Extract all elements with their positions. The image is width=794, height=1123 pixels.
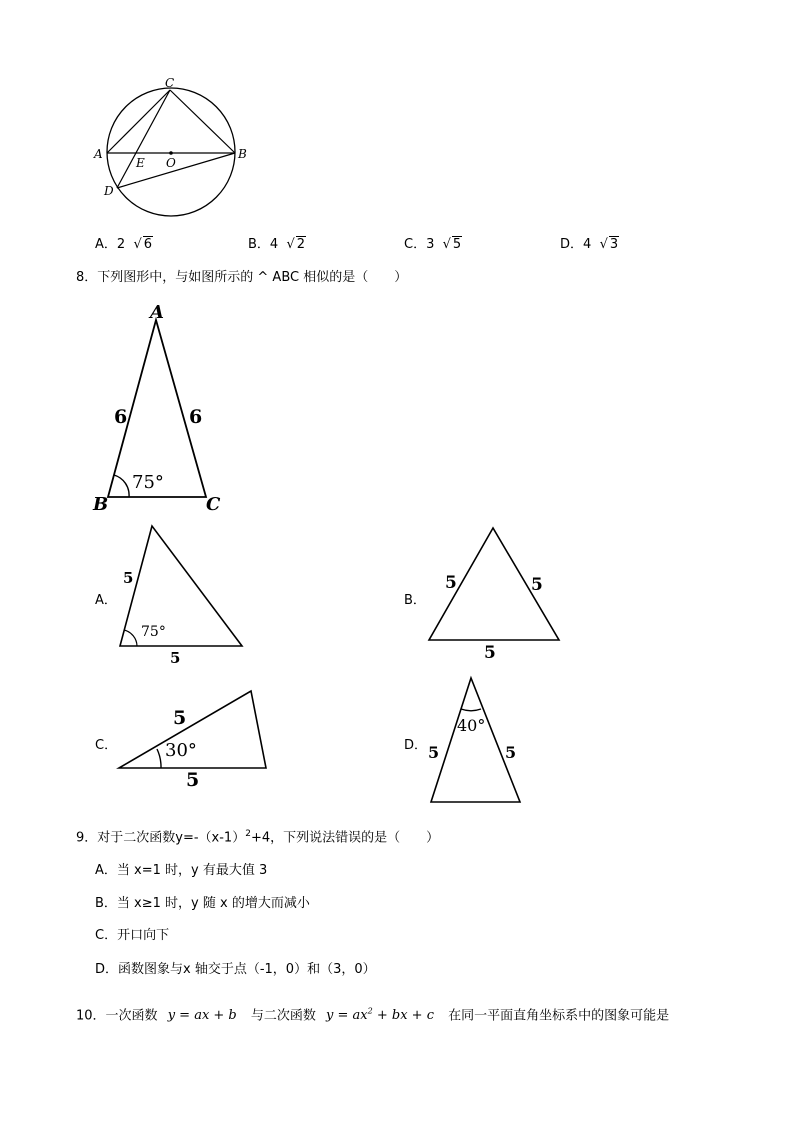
q8-main-label-b: B [93, 494, 109, 515]
sqrt-icon: √ [286, 237, 295, 252]
q7-label-o: O [166, 156, 176, 170]
q7-chord-cd [117, 90, 170, 188]
q8-option-b-figure [420, 522, 570, 664]
q7-label-b: B [238, 147, 247, 161]
q7-circle-figure [88, 70, 258, 220]
q8-option-d-triangle [431, 678, 520, 802]
q10-formula-linear: y = ax + b [167, 1008, 237, 1024]
q7-option-a[interactable]: A．2 √ 6 [95, 237, 153, 252]
q8-option-b-side-left: 5 [445, 573, 457, 593]
sqrt-icon: √ [133, 237, 142, 252]
q8-option-a-angle: 75° [141, 624, 166, 640]
q7-chord-ac [107, 90, 170, 153]
q9-option-b[interactable]: B．当 x≥1 时，y 随 x 的增大而减小 [95, 896, 310, 911]
q8-main-label-c: C [206, 494, 221, 515]
q8-option-a[interactable]: A． [95, 593, 117, 608]
q8-option-a-angle-arc [124, 630, 137, 646]
q7-chord-cb [170, 90, 235, 153]
q8-main-side-ab: 6 [114, 406, 128, 428]
q8-option-a-side-bottom: 5 [170, 649, 181, 667]
q7-label-a: A [94, 147, 103, 161]
q8-main-label-a: A [150, 302, 164, 323]
q7-option-c[interactable]: C．3 √ 5 [404, 237, 462, 252]
q10-formula-quadratic: $y = ax^2$ + bx + c [326, 1007, 434, 1024]
q8-option-d[interactable]: D． [404, 738, 428, 753]
q8-option-b-side-right: 5 [531, 575, 543, 595]
q8-option-a-figure [110, 520, 255, 670]
q10-stem: 10．一次函数 y = ax + b 与二次函数 $y = ax^2$ + bx + c 在同一平面直角坐标系中的图象可能是 [76, 1007, 670, 1024]
q8-option-c-side-bottom: 5 [186, 769, 200, 791]
q9-stem: 9．对于二次函数$y=-(x-1)^2+4$，下列说法错误的是（ ） [76, 829, 440, 846]
q8-option-c-angle-arc [157, 749, 161, 768]
q8-option-a-triangle [120, 526, 242, 646]
q8-option-d-figure [420, 673, 535, 808]
sqrt-icon: √ [599, 237, 608, 252]
q7-label-c: C [165, 76, 175, 90]
q9-option-c[interactable]: C．开口向下 [95, 928, 170, 943]
sqrt-icon: √ [442, 237, 451, 252]
q7-center-dot [169, 151, 173, 155]
q8-option-d-side-left: 5 [428, 743, 440, 762]
q8-option-c-side-top: 5 [173, 707, 187, 729]
q8-option-c-angle: 30° [165, 740, 197, 761]
q8-option-d-side-right: 5 [505, 743, 517, 762]
q8-stem: 8．下列图形中，与如图所示的 ^ ABC 相似的是（ ） [76, 270, 408, 285]
q7-label-d: D [104, 184, 114, 198]
q9-option-d[interactable]: D．函数图象与x 轴交于点（-1，0）和（3，0） [95, 962, 376, 977]
q7-option-b[interactable]: B．4 √ 2 [248, 237, 306, 252]
q9-option-a[interactable]: A．当 x=1 时，y 有最大值 3 [95, 863, 268, 878]
q8-main-angle-b: 75° [132, 472, 164, 493]
q8-main-side-ac: 6 [189, 406, 203, 428]
q8-option-c[interactable]: C． [95, 738, 118, 753]
q8-option-c-figure [112, 686, 277, 796]
q7-label-e: E [136, 156, 145, 170]
q8-main-angle-arc [114, 475, 129, 497]
q8-option-d-angle-arc [461, 709, 481, 711]
q8-option-a-side-left: 5 [123, 569, 134, 587]
q8-main-triangle [88, 298, 238, 518]
q7-chord-db [117, 153, 235, 188]
q8-option-d-angle: 40° [457, 716, 486, 735]
q7-option-d[interactable]: D．4 √ 3 [560, 237, 619, 252]
q8-option-b[interactable]: B． [404, 593, 426, 608]
q8-option-b-side-bottom: 5 [484, 643, 496, 663]
